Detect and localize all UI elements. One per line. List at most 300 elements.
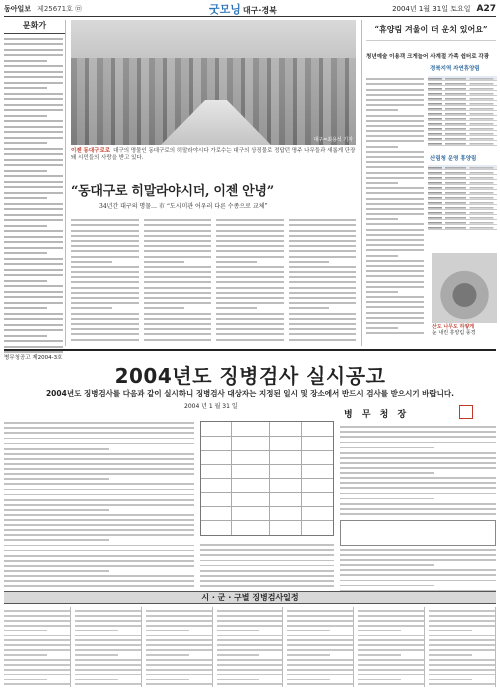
notice-text-line: [4, 432, 194, 434]
schedule-text-line: [75, 664, 141, 666]
forest-text-line: [366, 151, 424, 153]
schedule-text-line: [217, 664, 283, 666]
schedule-text-line: [429, 620, 495, 622]
table-grid-line: [201, 450, 333, 451]
schedule-text-line: [75, 625, 141, 627]
snow-photo-caption: [432, 324, 497, 336]
listing-text-line: [4, 54, 63, 56]
culture-listings-title: 문화가: [4, 20, 65, 34]
notice-text-line: [4, 575, 194, 577]
schedule-text-line: [358, 683, 424, 685]
body-text-line: [144, 276, 212, 278]
forest-table-title-2: 산림청 운영 휴양림: [430, 156, 477, 162]
forest-text-line: [366, 327, 398, 329]
table-grid-line: [201, 478, 333, 479]
notice-text-line: [340, 559, 496, 561]
schedule-text-line: [75, 630, 118, 632]
listing-text-line: [4, 203, 63, 205]
notice-text-line: [4, 519, 194, 521]
schedule-text-line: [75, 610, 141, 612]
schedule-column: [217, 607, 284, 687]
table-grid-line: [201, 492, 333, 493]
forest-text-line: [366, 244, 424, 246]
body-text-line: [144, 339, 212, 341]
paper-name[interactable]: 동아일보: [4, 5, 32, 13]
schedule-text-line: [146, 664, 212, 666]
body-text-line: [71, 318, 139, 320]
body-text-line: [216, 230, 284, 232]
forest-text-line: [366, 229, 424, 231]
listing-text-line: [4, 120, 63, 122]
schedule-text-line: [429, 615, 495, 617]
body-text-line: [144, 266, 212, 268]
schedule-text-line: [287, 625, 353, 627]
schedule-text-line: [75, 649, 141, 651]
body-text-line: [216, 302, 284, 304]
body-text-line: [71, 339, 139, 341]
listing-text-line: [4, 170, 47, 172]
schedule-text-line: [217, 659, 283, 661]
feature-body: [71, 216, 356, 344]
body-column: [71, 216, 139, 344]
forest-text-line: [366, 172, 424, 174]
body-text-line: [71, 292, 139, 294]
forest-text-line: [366, 322, 424, 324]
body-text-line: [216, 328, 284, 330]
schedule-text-line: [217, 654, 260, 656]
schedule-column: [287, 607, 354, 687]
notice-text-line: [4, 448, 109, 450]
schedule-text-line: [217, 639, 283, 641]
notice-text-line: [340, 503, 496, 505]
body-text-line: [144, 240, 212, 242]
notice-text-line: [340, 472, 434, 474]
table-row: [428, 225, 497, 230]
body-text-line: [289, 256, 357, 258]
notice-title[interactable]: 2004년도 징병검사 실시공고: [114, 364, 386, 388]
notice-text-line: [200, 575, 334, 577]
schedule-text-line: [75, 674, 141, 676]
schedule-text-line: [75, 620, 141, 622]
schedule-text-line: [358, 639, 424, 641]
body-text-line: [289, 287, 357, 289]
body-text-line: [216, 287, 284, 289]
forest-text-line: [366, 115, 424, 117]
schedule-text-line: [287, 679, 330, 681]
notice-text-line: [4, 453, 194, 455]
schedule-text-line: [287, 639, 353, 641]
listing-text-line: [4, 269, 63, 271]
listing-text-line: [4, 313, 63, 315]
listing-text-line: [4, 296, 63, 298]
body-text-line: [216, 266, 284, 268]
listing-text-line: [4, 335, 47, 337]
schedule-column: [75, 607, 142, 687]
schedule-column: [146, 607, 213, 687]
listing-text-line: [4, 302, 63, 304]
forest-text-line: [366, 78, 424, 80]
listing-text-line: [4, 285, 63, 287]
notice-left-body: [4, 419, 194, 589]
schedule-text-line: [217, 630, 260, 632]
listing-text-line: [4, 208, 63, 210]
schedule-text-line: [146, 630, 189, 632]
notice-text-line: [340, 436, 496, 438]
body-text-line: [216, 333, 284, 335]
schedule-grid: [4, 607, 496, 687]
section-brand-label: 굿모닝: [209, 3, 241, 16]
body-text-line: [289, 271, 357, 273]
issue-date: 2004년 1월 31일 토요일: [392, 5, 471, 13]
body-text-line: [216, 292, 284, 294]
notice-text-line: [4, 499, 194, 501]
schedule-text-line: [358, 644, 424, 646]
schedule-text-line: [287, 615, 353, 617]
body-text-line: [144, 219, 212, 221]
listing-text-line: [4, 263, 63, 265]
culture-listings-column: [4, 20, 66, 346]
body-text-line: [71, 240, 139, 242]
photo-caption: [71, 148, 356, 162]
forest-text-line: [366, 140, 424, 142]
notice-text-line: [4, 529, 194, 531]
forest-text-line: [366, 306, 424, 308]
notice-text-line: [4, 422, 194, 424]
body-text-line: [289, 313, 357, 315]
body-text-line: [216, 245, 284, 247]
body-text-line: [216, 323, 284, 325]
body-text-line: [289, 307, 330, 309]
issue-number: 제25671호 ㉤: [37, 5, 83, 13]
schedule-text-line: [146, 649, 212, 651]
body-text-line: [71, 333, 139, 335]
body-text-line: [144, 328, 212, 330]
schedule-text-line: [217, 610, 283, 612]
body-text-line: [289, 333, 357, 335]
notice-subtitle: 2004년도 징병검사를 다음과 같이 실시하니 징병검사 대상자는 지정된 일시 및 장소에서 반드시 검사를 받으시기 바랍니다.: [45, 389, 455, 398]
body-text-line: [144, 292, 212, 294]
forest-text-line: [366, 89, 424, 91]
notice-text-line: [4, 585, 194, 587]
listing-text-line: [4, 60, 47, 62]
notice-org: 병 무 청 장: [344, 410, 410, 420]
schedule-text-line: [146, 610, 212, 612]
snow-caption-title: 산도 나무도 하얗게: [432, 324, 475, 330]
body-text-line: [216, 339, 284, 341]
schedule-text-line: [146, 620, 212, 622]
schedule-text-line: [217, 669, 283, 671]
forest-table: [428, 76, 497, 146]
schedule-text-line: [4, 639, 70, 641]
schedule-text-line: [146, 615, 212, 617]
body-text-line: [71, 271, 139, 273]
body-text-line: [144, 287, 212, 289]
notice-text-line: [4, 468, 194, 470]
body-text-line: [289, 323, 357, 325]
body-text-line: [71, 230, 139, 232]
body-text-line: [71, 297, 139, 299]
forest-text-line: [366, 109, 398, 111]
body-text-line: [289, 235, 357, 237]
schedule-text-line: [287, 630, 330, 632]
body-text-line: [289, 250, 357, 252]
body-text-line: [289, 281, 357, 283]
notice-info-box: [340, 520, 496, 546]
caption-title: 이젠 동대구로로: [71, 148, 111, 154]
body-text-line: [289, 339, 357, 341]
schedule-text-line: [287, 620, 353, 622]
listing-text-line: [4, 214, 63, 216]
notice-text-line: [340, 482, 496, 484]
notice-text-line: [340, 564, 434, 566]
notice-text-line: [4, 504, 194, 506]
schedule-text-line: [358, 664, 424, 666]
notice-text-line: [200, 565, 334, 567]
culture-listings-body: [4, 38, 65, 354]
table-grid-line: [201, 436, 333, 437]
feature-photo[interactable]: [71, 20, 356, 145]
notice-text-line: [340, 452, 496, 454]
listing-text-line: [4, 186, 63, 188]
body-text-line: [144, 271, 212, 273]
listing-text-line: [4, 65, 63, 67]
listing-text-line: [4, 148, 63, 150]
listing-text-line: [4, 241, 63, 243]
listing-text-line: [4, 164, 63, 166]
body-text-line: [216, 276, 284, 278]
notice-text-line: [200, 580, 334, 582]
forest-subhead: 청년예술 이용객 크게늘어 사계절 가족 쉼터로 각광: [366, 54, 490, 60]
notice-right-body: [340, 423, 496, 589]
schedule-text-line: [358, 669, 424, 671]
schedule-text-line: [146, 625, 212, 627]
body-text-line: [144, 256, 212, 258]
table-grid-line: [269, 422, 270, 535]
notice-text-line: [340, 580, 496, 582]
schedule-text-line: [146, 659, 212, 661]
forest-text-line: [366, 301, 424, 303]
schedule-text-line: [429, 679, 472, 681]
schedule-text-line: [287, 664, 353, 666]
listing-text-line: [4, 258, 63, 260]
forest-text-line: [366, 265, 424, 267]
schedule-text-line: [429, 669, 495, 671]
body-text-line: [289, 240, 357, 242]
notice-tag: 병무청공고 제2004-3호: [4, 355, 63, 361]
schedule-text-line: [429, 610, 495, 612]
schedule-text-line: [146, 679, 189, 681]
forest-text-line: [366, 270, 424, 272]
listing-text-line: [4, 219, 63, 221]
schedule-text-line: [75, 654, 118, 656]
notice-mid-body: [200, 541, 334, 587]
body-text-line: [216, 271, 284, 273]
table-grid-line: [201, 520, 333, 521]
body-text-line: [71, 266, 139, 268]
forest-text-line: [366, 260, 424, 262]
schedule-text-line: [358, 610, 424, 612]
listing-text-line: [4, 346, 63, 348]
schedule-text-line: [287, 669, 353, 671]
notice-text-line: [4, 509, 109, 511]
forest-headline[interactable]: “휴양림 겨울이 더 운치 있어요”: [366, 20, 496, 41]
body-text-line: [144, 333, 212, 335]
body-text-line: [289, 297, 357, 299]
schedule-text-line: [287, 654, 330, 656]
snow-forest-photo[interactable]: [432, 253, 497, 323]
schedule-text-line: [358, 635, 424, 637]
schedule-text-line: [217, 620, 283, 622]
forest-text-line: [366, 291, 398, 293]
schedule-text-line: [146, 674, 212, 676]
notice-text-line: [340, 487, 496, 489]
notice-text-line: [4, 443, 194, 445]
schedule-column: [429, 607, 496, 687]
notice-text-line: [340, 447, 434, 449]
body-column: [144, 216, 212, 344]
schedule-text-line: [217, 644, 283, 646]
notice-text-line: [340, 498, 434, 500]
listing-text-line: [4, 131, 63, 133]
schedule-text-line: [4, 674, 70, 676]
schedule-text-line: [287, 610, 353, 612]
body-text-line: [71, 224, 139, 226]
body-text-line: [71, 328, 139, 330]
schedule-text-line: [429, 644, 495, 646]
notice-text-line: [4, 555, 194, 557]
section-brand[interactable]: [209, 1, 277, 17]
schedule-text-line: [358, 625, 424, 627]
forest-text-line: [366, 203, 424, 205]
body-text-line: [71, 313, 139, 315]
schedule-text-line: [429, 664, 495, 666]
notice-text-line: [4, 438, 194, 440]
forest-text-line: [366, 156, 424, 158]
schedule-text-line: [4, 615, 70, 617]
schedule-text-line: [146, 683, 212, 685]
notice-text-line: [4, 534, 194, 536]
schedule-text-line: [358, 620, 424, 622]
schedule-text-line: [146, 654, 189, 656]
listing-text-line: [4, 252, 47, 254]
schedule-text-line: [217, 635, 283, 637]
body-text-line: [289, 302, 357, 304]
schedule-text-line: [217, 625, 283, 627]
notice-text-line: [4, 478, 109, 480]
forest-text-line: [366, 166, 424, 168]
notice-text-line: [4, 570, 109, 572]
forest-table-2: [428, 165, 497, 230]
notice-text-line: [4, 494, 194, 496]
forest-text-line: [366, 125, 424, 127]
listing-text-line: [4, 159, 63, 161]
schedule-text-line: [4, 664, 70, 666]
schedule-text-line: [287, 635, 353, 637]
schedule-text-line: [4, 654, 47, 656]
schedule-text-line: [4, 625, 70, 627]
notice-text-line: [340, 477, 496, 479]
listing-text-line: [4, 142, 47, 144]
forest-article-column: [361, 20, 496, 346]
body-text-line: [144, 313, 212, 315]
feature-headline[interactable]: “동대구로 히말라야시더, 이젠 안녕”: [71, 184, 274, 199]
forest-text-line: [366, 192, 424, 194]
schedule-text-line: [4, 630, 47, 632]
body-text-line: [289, 245, 357, 247]
body-text-line: [71, 245, 139, 247]
body-text-line: [144, 302, 212, 304]
notice-text-line: [4, 483, 194, 485]
forest-text-line: [366, 239, 424, 241]
schedule-text-line: [146, 635, 212, 637]
schedule-text-line: [217, 649, 283, 651]
schedule-text-line: [75, 635, 141, 637]
schedule-text-line: [429, 635, 495, 637]
notice-date: 2004 년 1 월 31 일: [184, 403, 238, 410]
page-number: A27: [476, 4, 496, 14]
forest-text-line: [366, 135, 424, 137]
notice-text-line: [340, 457, 496, 459]
body-column: [289, 216, 357, 344]
notice-text-line: [340, 467, 496, 469]
schedule-text-line: [429, 683, 495, 685]
body-text-line: [216, 219, 284, 221]
schedule-text-line: [358, 649, 424, 651]
notice-text-line: [200, 570, 334, 572]
listing-text-line: [4, 93, 63, 95]
notice-text-line: [340, 574, 496, 576]
schedule-text-line: [287, 659, 353, 661]
schedule-text-line: [217, 615, 283, 617]
listing-text-line: [4, 43, 63, 45]
body-text-line: [216, 240, 284, 242]
body-text-line: [71, 261, 112, 263]
forest-text-line: [366, 218, 398, 220]
table-grid-line: [201, 464, 333, 465]
listing-text-line: [4, 291, 63, 293]
listing-text-line: [4, 230, 63, 232]
masthead: [4, 3, 496, 17]
forest-text-line: [366, 255, 398, 257]
schedule-text-line: [75, 644, 141, 646]
masthead-right: [392, 4, 496, 14]
body-text-line: [216, 297, 284, 299]
body-text-line: [289, 261, 330, 263]
forest-text-line: [366, 182, 398, 184]
body-text-line: [216, 318, 284, 320]
body-text-line: [71, 287, 139, 289]
body-text-line: [71, 256, 139, 258]
official-seal-icon: [459, 405, 473, 419]
body-text-line: [216, 235, 284, 237]
notice-text-line: [4, 580, 194, 582]
body-text-line: [289, 224, 357, 226]
notice-text-line: [340, 462, 496, 464]
listing-text-line: [4, 181, 63, 183]
schedule-text-line: [429, 659, 495, 661]
body-text-line: [216, 281, 284, 283]
listing-text-line: [4, 115, 47, 117]
listing-text-line: [4, 175, 63, 177]
listing-text-line: [4, 87, 47, 89]
body-text-line: [289, 276, 357, 278]
forest-table-title: 경북지역 자연휴양림: [430, 66, 480, 72]
forest-text-line: [366, 317, 424, 319]
forest-text-line: [366, 120, 424, 122]
schedule-text-line: [217, 679, 260, 681]
caption-text: 대구의 명물인 동대구로의 히말라야시다 가로수는 대구의 상징물로 정답던 명주 나무들과 새롭게 단장돼 시민들의 사랑을 받고 있다.: [71, 148, 356, 161]
schedule-text-line: [75, 683, 141, 685]
